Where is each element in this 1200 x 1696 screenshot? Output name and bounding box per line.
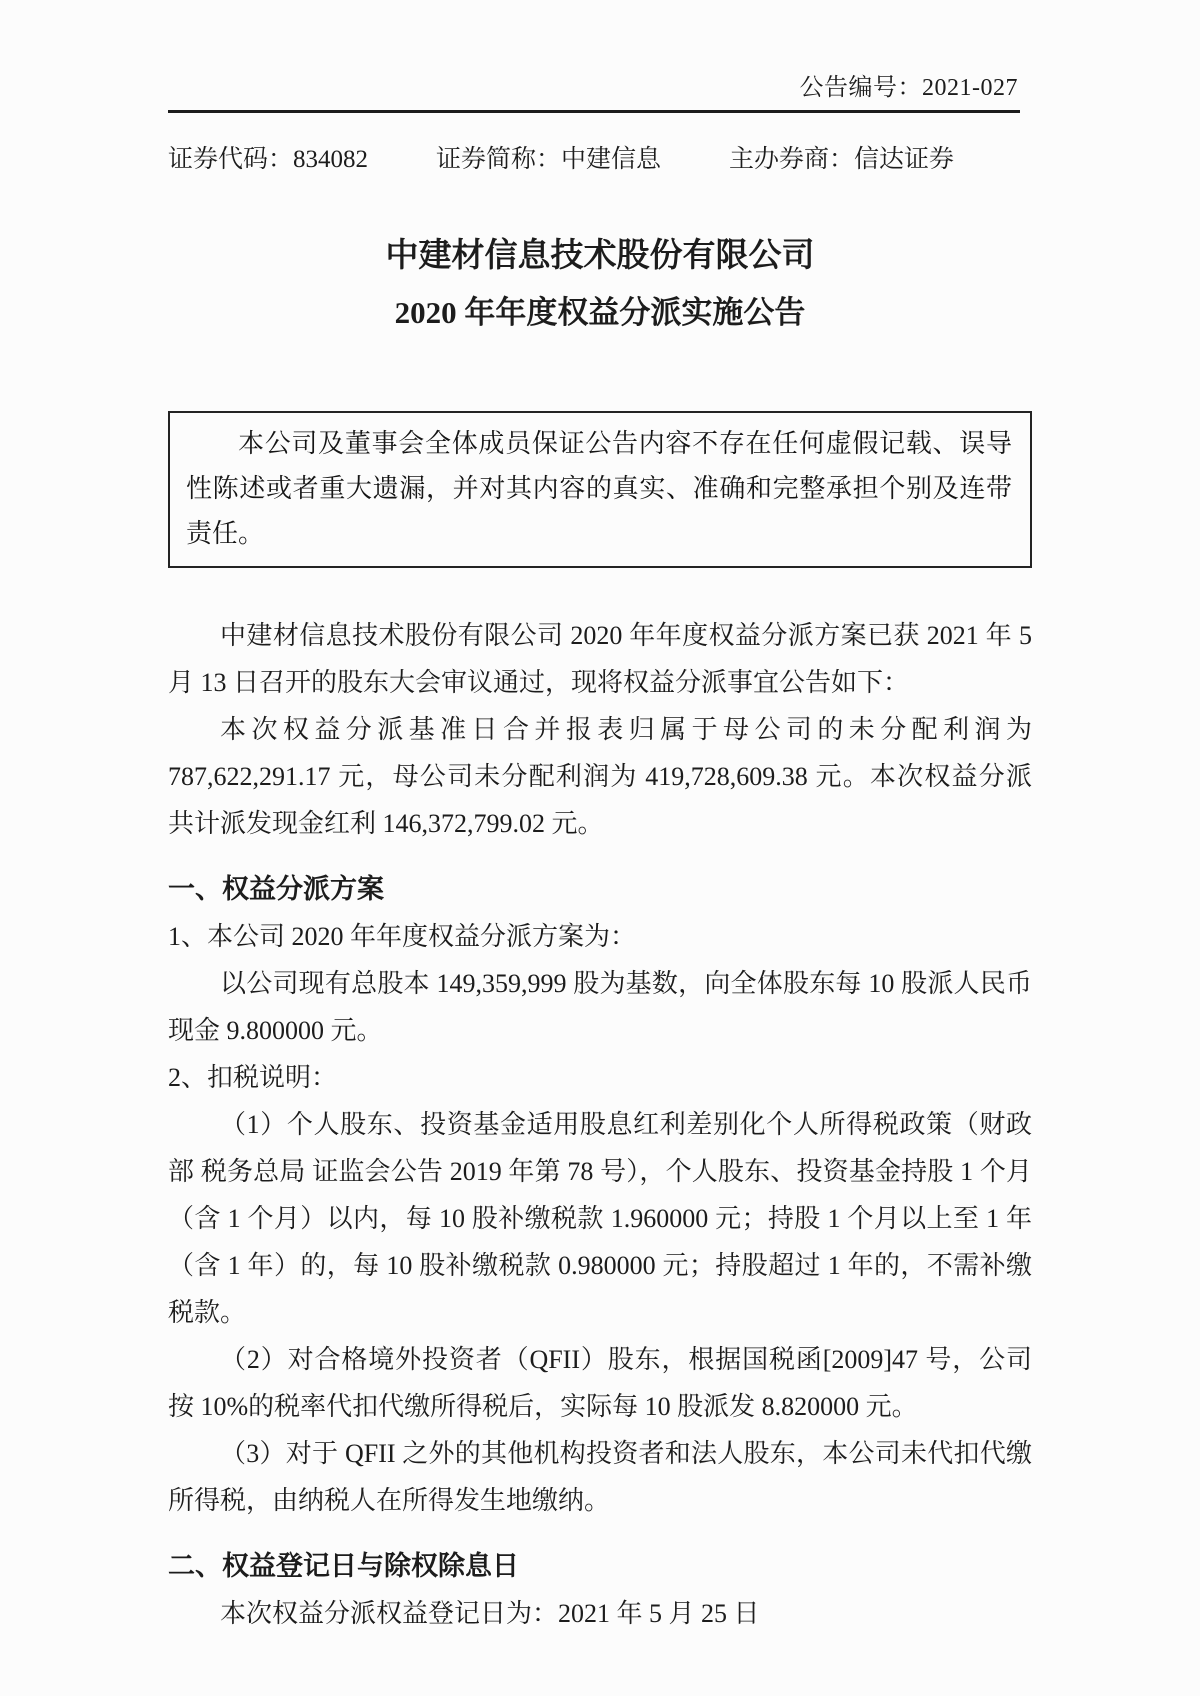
document-body [168, 612, 1032, 1637]
sponsor-broker: 主办券商：信达证券 [728, 146, 954, 173]
paragraph: 本次权益分派基准日合并报表归属于母公司的未分配利润为 787,622,291.17 元，母公司未分配利润为 419,728,609.38 元。本次权益分派共计派发现金红利 146,372,799.02 元。 [168, 715, 1032, 838]
disclaimer-text: 本公司及董事会全体成员保证公告内容不存在任何虚假记载、误导性陈述或者重大遗漏，并对其内容的真实、准确和完整承担个别及连带责任。 [186, 429, 1012, 548]
stock-short-name: 证券简称：中建信息 [435, 146, 661, 173]
paragraph: （1）个人股东、投资基金适用股息红利差别化个人所得税政策（财政部 税务总局 证监会公告 2019 年第 78 号），个人股东、投资基金持股 1 个月（含 1 个月）以内，每 10 股补缴税款 1.960000 元；持股 1 个月以上至 1 年（含 1 年）的，每 10 股补缴税款 0.980000 元；持股超过 1 年的，不需补缴税款。 [168, 1110, 1032, 1327]
header-rule [168, 110, 1020, 113]
announcement-number: 公告编号：2021-027 [799, 75, 1018, 101]
paragraph: 中建材信息技术股份有限公司 2020 年年度权益分派方案已获 2021 年 5 月 13 日召开的股东大会审议通过，现将权益分派事宜公告如下： [168, 621, 1032, 697]
disclaimer-box [168, 411, 1032, 568]
section-heading: 一、权益分派方案 [168, 874, 384, 904]
announcement-title: 2020 年年度权益分派实施公告 [394, 295, 806, 330]
stock-code: 证券代码：834082 [168, 146, 369, 173]
paragraph: 1、本公司 2020 年年度权益分派方案为： [168, 922, 637, 951]
paragraph: 以公司现有总股本 149,359,999 股为基数，向全体股东每 10 股派人民币现金 9.800000 元。 [168, 969, 1032, 1045]
paragraph: 2、扣税说明： [168, 1063, 338, 1092]
paragraph: （2）对合格境外投资者（QFII）股东，根据国税函[2009]47 号，公司按 10%的税率代扣代缴所得税后，实际每 10 股派发 8.820000 元。 [168, 1345, 1032, 1421]
paragraph: （3）对于 QFII 之外的其他机构投资者和法人股东，本公司未代扣代缴所得税，由纳税人在所得发生地缴纳。 [168, 1439, 1032, 1515]
paragraph: 本次权益分派权益登记日为：2021 年 5 月 25 日 [220, 1599, 760, 1628]
section-heading: 二、权益登记日与除权除息日 [168, 1551, 519, 1581]
securities-info-row [168, 145, 1032, 175]
company-name-title: 中建材信息技术股份有限公司 [385, 238, 815, 274]
